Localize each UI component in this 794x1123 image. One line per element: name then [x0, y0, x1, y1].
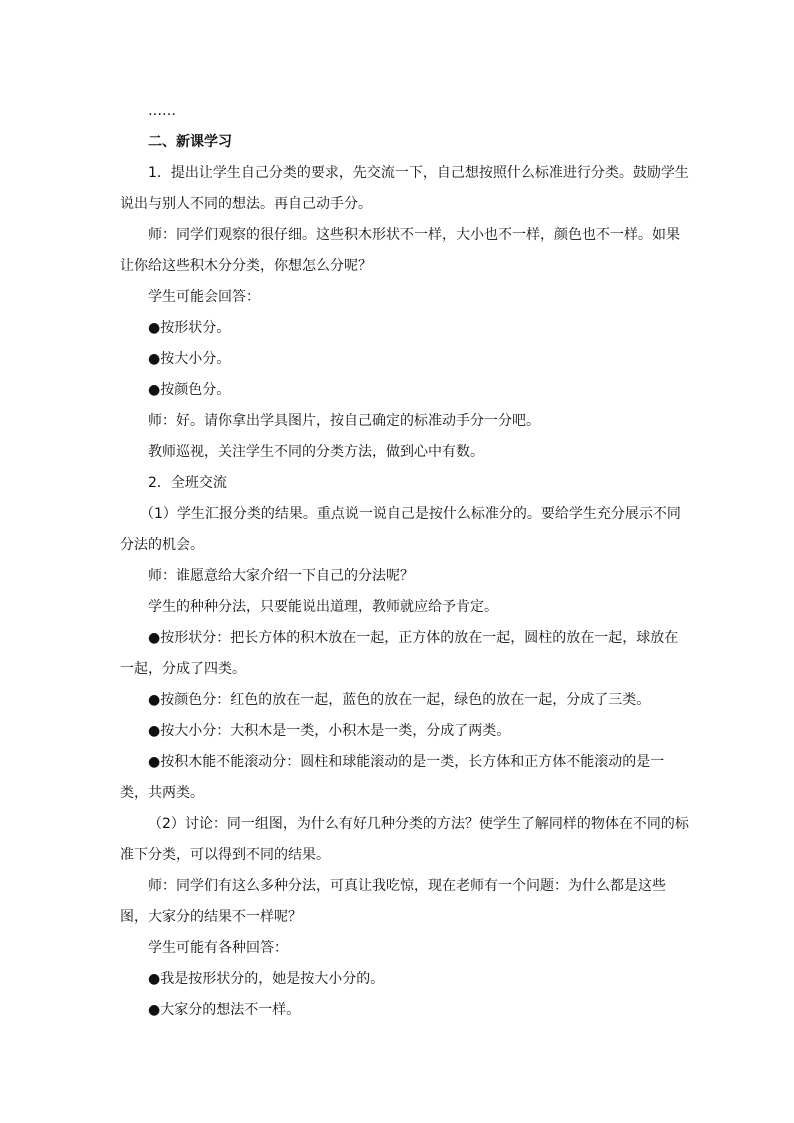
paragraph: 师：同学们观察的很仔细。这些积木形状不一样，大小也不一样，颜色也不一样。如果让你给这些积木分分类，你想怎么分呢？	[120, 227, 680, 274]
paragraph: 师：同学们有这么多种分法，可真让我吃惊，现在老师有一个问题：为什么都是这些图，大家分的结果不一样呢？	[120, 878, 666, 925]
subheading: 2．全班交流	[148, 475, 227, 491]
bullet-item: ●按大小分。	[148, 351, 231, 367]
paragraph: （2）讨论：同一组图，为什么有好几种分类的方法？使学生了解同样的物体在不同的标准下分类，可以得到不同的结果。	[120, 816, 689, 863]
bullet-item: ●按大小分：大积木是一类，小积木是一类，分成了两类。	[148, 723, 511, 739]
ellipsis-line: ……	[148, 103, 176, 119]
section-heading: 二、新课学习	[148, 134, 232, 150]
paragraph: 教师巡视，关注学生不同的分类方法，做到心中有数。	[148, 444, 484, 460]
bullet-item: ●我是按形状分的，她是按大小分的。	[148, 971, 385, 987]
paragraph: 学生的种种分法，只要能说出道理，教师就应给予肯定。	[148, 599, 498, 615]
paragraph: 学生可能会回答：	[148, 289, 260, 305]
paragraph: 学生可能有各种回答：	[148, 940, 288, 956]
paragraph: （1）学生汇报分类的结果。重点说一说自己是按什么标准分的。要给学生充分展示不同分法的机会。	[120, 506, 681, 553]
bullet-item: ●按形状分。	[148, 320, 231, 336]
document-body	[120, 96, 690, 1026]
bullet-item: ●按积木能不能滚动分：圆柱和球能滚动的是一类，长方体和正方体不能滚动的是一类，共两类。	[120, 754, 665, 801]
bullet-item: ●按颜色分：红色的放在一起，蓝色的放在一起，绿色的放在一起，分成了三类。	[148, 692, 651, 708]
paragraph: 师：好。请你拿出学具图片，按自己确定的标准动手分一分吧。	[148, 413, 540, 429]
bullet-item: ●按颜色分。	[148, 382, 231, 398]
paragraph: 师：谁愿意给大家介绍一下自己的分法呢？	[148, 568, 414, 584]
bullet-item: ●按形状分：把长方体的积木放在一起，正方体的放在一起，圆柱的放在一起，球放在一起，分成了四类。	[120, 630, 679, 677]
bullet-item: ●大家分的想法不一样。	[148, 1002, 301, 1018]
paragraph: 1．提出让学生自己分类的要求，先交流一下，自己想按照什么标准进行分类。鼓励学生说出与别人不同的想法。再自己动手分。	[120, 165, 689, 212]
